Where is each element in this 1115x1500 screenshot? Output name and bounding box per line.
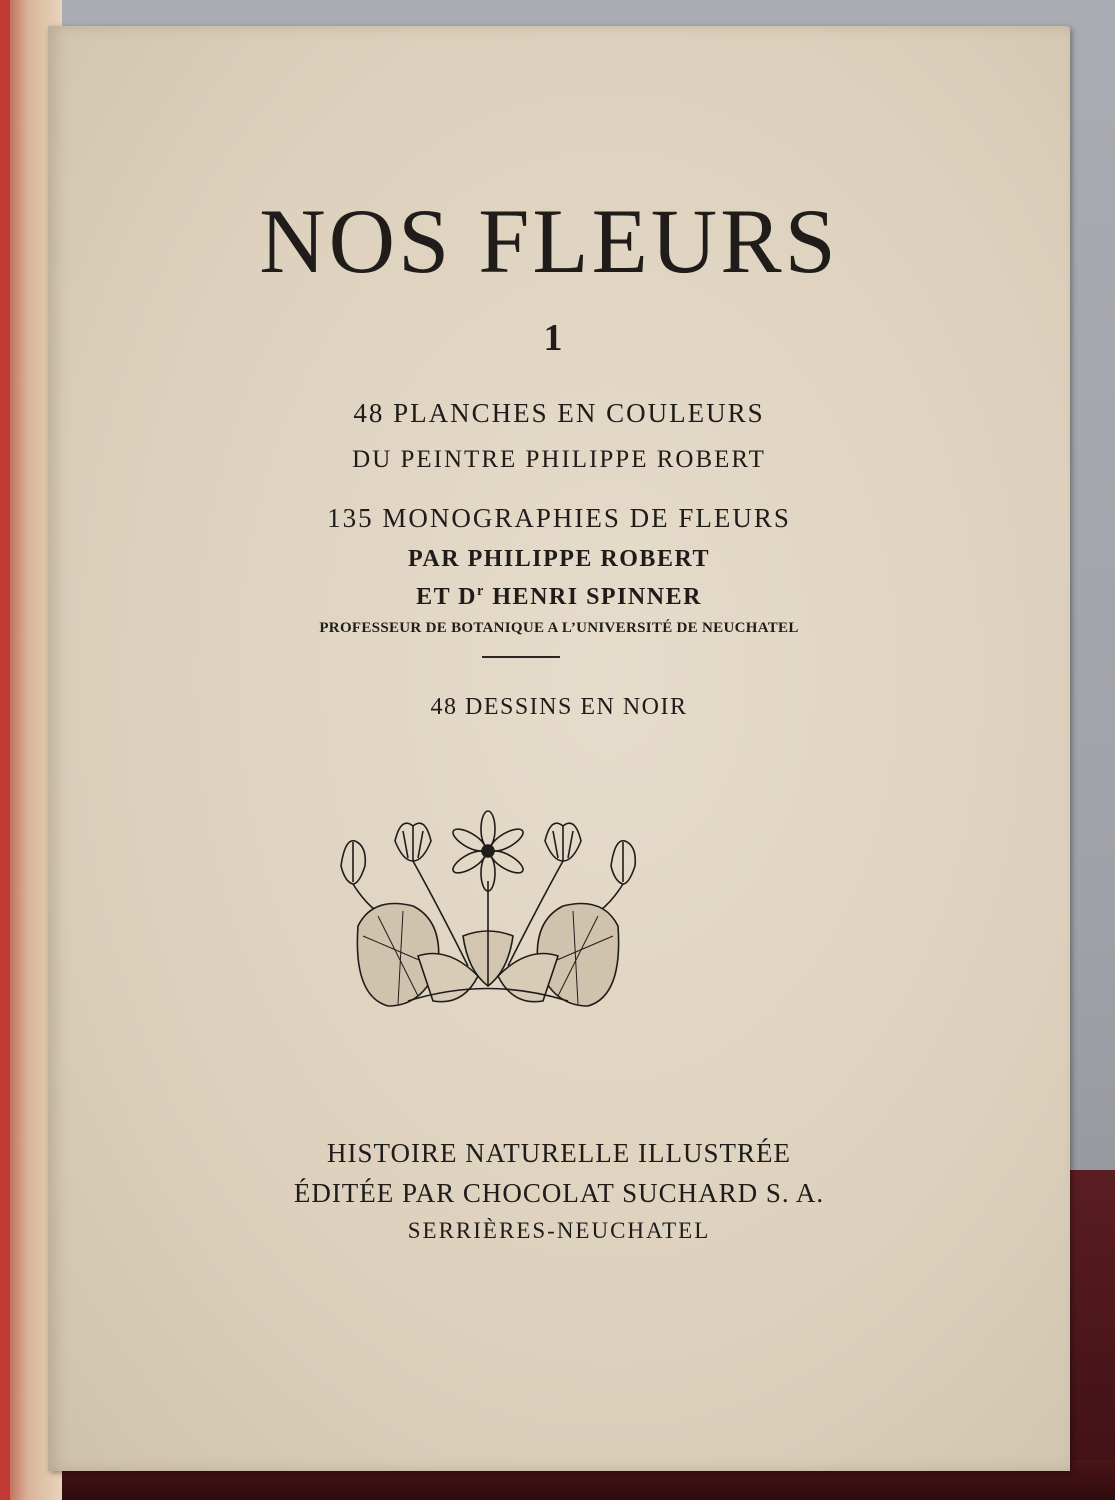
author-line-1: PAR PHILIPPE ROBERT xyxy=(408,546,710,572)
plates-line: 48 PLANCHES EN COULEURS xyxy=(353,398,765,428)
flower-vignette xyxy=(318,806,658,1021)
volume-number: 1 xyxy=(543,317,563,359)
place-line: SERRIÈRES-NEUCHATEL xyxy=(407,1218,711,1243)
cover-edge xyxy=(0,0,10,1500)
divider-rule xyxy=(482,656,560,658)
book-title: NOS FLEURS xyxy=(259,190,839,292)
publisher-line: ÉDITÉE PAR CHOCOLAT SUCHARD S. A. xyxy=(293,1178,825,1208)
author-line-2: ET $D^r$ HENRI SPINNER xyxy=(416,583,702,610)
affiliation-line: PROFESSEUR DE BOTANIQUE A L’UNIVERSITÉ DE NEUCHATEL xyxy=(319,620,799,636)
series-line: HISTOIRE NATURELLE ILLUSTRÉE xyxy=(327,1138,791,1168)
title-page xyxy=(48,26,1070,1471)
drawings-line: 48 DESSINS EN NOIR xyxy=(430,694,688,720)
monographs-line: 135 MONOGRAPHIES DE FLEURS xyxy=(327,503,791,533)
painter-line: DU PEINTRE PHILIPPE ROBERT xyxy=(352,446,766,473)
